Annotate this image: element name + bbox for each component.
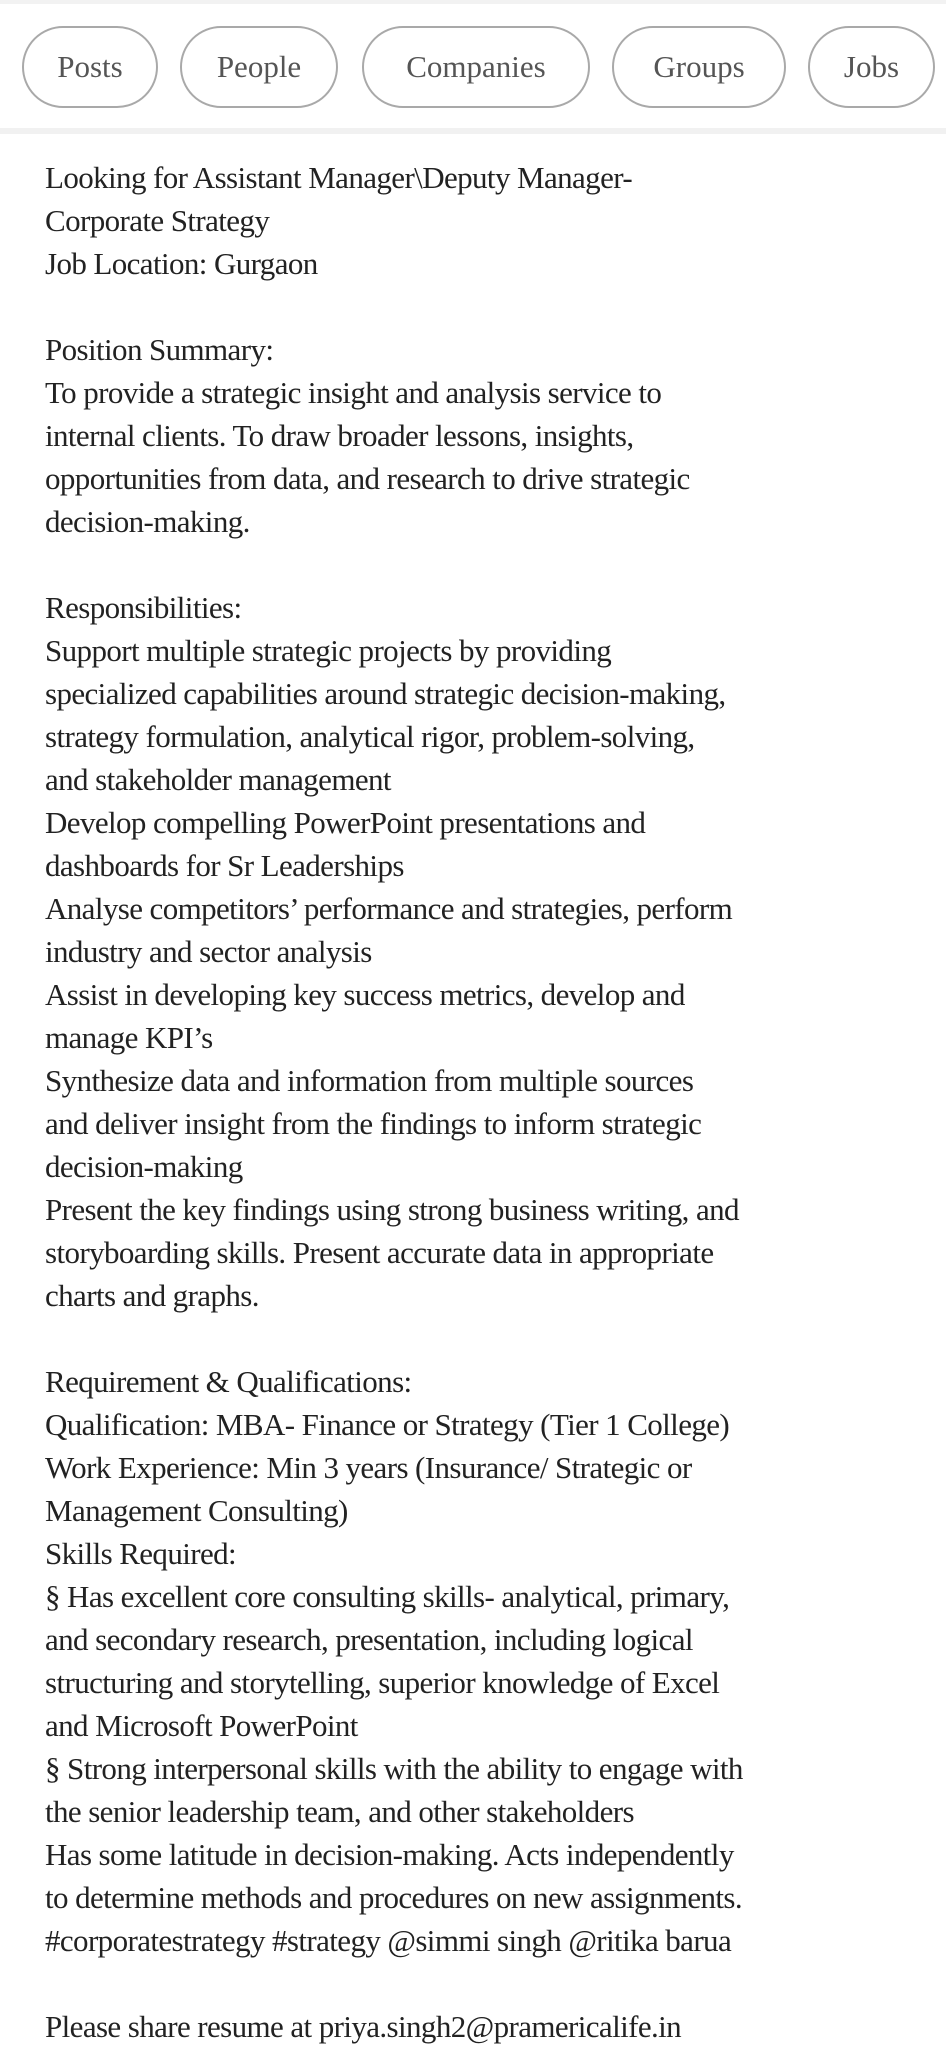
contact-email-link[interactable]: priya.singh2@pramericalife.in xyxy=(318,2009,682,2044)
contact-prefix: Please share resume at xyxy=(45,2009,319,2044)
responsibilities-section xyxy=(45,586,916,1317)
text-line: Assist in developing key success metrics, develop and xyxy=(45,977,685,1012)
job-title-line: Looking for Assistant Manager\Deputy Manager- xyxy=(45,160,633,195)
filter-tab-companies[interactable]: Companies xyxy=(362,26,590,108)
post-body xyxy=(0,134,946,2048)
text-line: To provide a strategic insight and analysis service to xyxy=(45,375,662,410)
text-line: Support multiple strategic projects by providing xyxy=(45,633,612,668)
text-line: Skills Required: xyxy=(45,1536,237,1571)
requirements-section xyxy=(45,1360,916,1962)
text-line: decision-making xyxy=(45,1149,243,1184)
job-location: Job Location: Gurgaon xyxy=(45,246,318,281)
text-line: and stakeholder management xyxy=(45,762,391,797)
filter-tab-people[interactable]: People xyxy=(180,26,338,108)
text-line: to determine methods and procedures on new assignments. xyxy=(45,1880,743,1915)
text-line: specialized capabilities around strategic decision-making, xyxy=(45,676,726,711)
position-summary-section xyxy=(45,328,916,543)
text-line: Qualification: MBA- Finance or Strategy (Tier 1 College) xyxy=(45,1407,730,1442)
section-heading: Position Summary: xyxy=(45,332,274,367)
text-line: industry and sector analysis xyxy=(45,934,372,969)
text-line: internal clients. To draw broader lessons, insights, xyxy=(45,418,634,453)
text-line: the senior leadership team, and other stakeholders xyxy=(45,1794,634,1829)
text-line: storyboarding skills. Present accurate data in appropriate xyxy=(45,1235,714,1270)
text-line: decision-making. xyxy=(45,504,250,539)
text-line: dashboards for Sr Leaderships xyxy=(45,848,404,883)
section-heading: Requirement & Qualifications: xyxy=(45,1364,412,1399)
text-line: manage KPI’s xyxy=(45,1020,213,1055)
text-line: § Has excellent core consulting skills- analytical, primary, xyxy=(45,1579,730,1614)
text-line: and Microsoft PowerPoint xyxy=(45,1708,358,1743)
text-line: opportunities from data, and research to drive strategic xyxy=(45,461,690,496)
filter-tab-posts[interactable]: Posts xyxy=(22,26,158,108)
job-title-line: Corporate Strategy xyxy=(45,203,270,238)
text-line: Has some latitude in decision-making. Acts independently xyxy=(45,1837,734,1872)
filter-tab-jobs[interactable]: Jobs xyxy=(808,26,935,108)
text-line: strategy formulation, analytical rigor, problem-solving, xyxy=(45,719,695,754)
text-line: and deliver insight from the findings to inform strategic xyxy=(45,1106,702,1141)
text-line: and secondary research, presentation, including logical xyxy=(45,1622,693,1657)
text-line: § Strong interpersonal skills with the ability to engage with xyxy=(45,1751,743,1786)
section-heading: Responsibilities: xyxy=(45,590,242,625)
text-line: Develop compelling PowerPoint presentations and xyxy=(45,805,646,840)
text-line: Analyse competitors’ performance and strategies, perform xyxy=(45,891,733,926)
filter-tab-groups[interactable]: Groups xyxy=(612,26,786,108)
text-line: structuring and storytelling, superior knowledge of Excel xyxy=(45,1665,720,1700)
text-line: Synthesize data and information from multiple sources xyxy=(45,1063,694,1098)
text-line: Work Experience: Min 3 years (Insurance/ Strategic or xyxy=(45,1450,692,1485)
hashtags-mentions[interactable]: #corporatestrategy #strategy @simmi singh @ritika barua xyxy=(45,1923,732,1958)
search-filter-bar xyxy=(0,4,946,134)
text-line: charts and graphs. xyxy=(45,1278,259,1313)
text-line: Management Consulting) xyxy=(45,1493,348,1528)
job-title-block xyxy=(45,156,916,285)
contact-line xyxy=(45,2005,916,2048)
text-line: Present the key findings using strong business writing, and xyxy=(45,1192,739,1227)
